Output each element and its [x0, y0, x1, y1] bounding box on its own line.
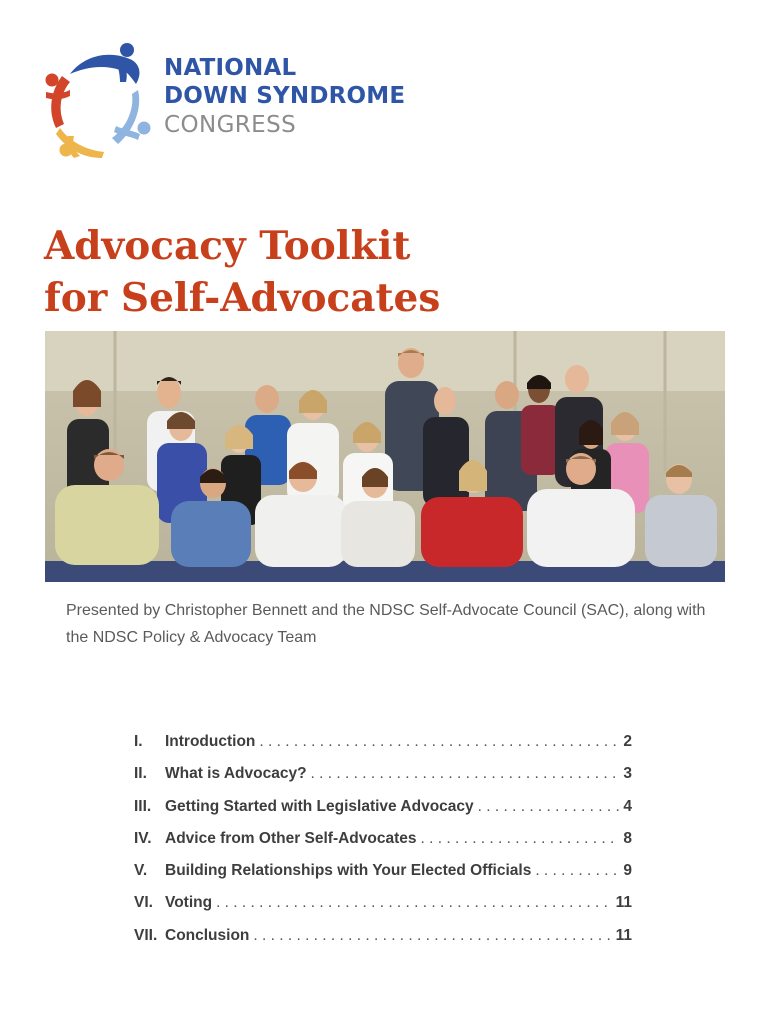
toc-leader-dots	[216, 894, 612, 912]
toc-number: I.	[134, 733, 143, 750]
toc-title: Voting	[165, 894, 213, 912]
toc-leader-dots	[253, 927, 611, 945]
toc-number: II.	[134, 765, 147, 783]
toc-page-number: 4	[623, 797, 632, 815]
toc-number: IV.	[134, 829, 152, 847]
toc-number: III.	[134, 797, 152, 815]
table-of-contents	[134, 733, 632, 959]
toc-leader-dots	[421, 830, 620, 848]
toc-page-number: 2	[623, 733, 632, 750]
toc-entry-advice[interactable]	[134, 830, 632, 862]
logo-line-national: NATIONAL	[164, 55, 297, 81]
title-line-1: Advocacy Toolkit	[44, 223, 411, 269]
toc-page-number: 9	[623, 862, 632, 880]
toc-entry-building-relationships[interactable]	[134, 862, 632, 894]
toc-title: Conclusion	[165, 926, 250, 944]
toc-title: Advice from Other Self-Advocates	[165, 829, 417, 847]
ndsc-logo	[40, 40, 440, 165]
toc-entry-introduction[interactable]	[134, 733, 632, 765]
toc-page-number: 11	[615, 926, 632, 944]
toc-leader-dots	[311, 765, 620, 783]
presented-by-text: Presented by Christopher Bennett and the NDSC Self-Advocate Council (SAC), along with the NDSC Policy & Advocacy Team	[66, 602, 706, 646]
logo-line-congress: CONGRESS	[164, 112, 297, 138]
toc-title: What is Advocacy?	[165, 765, 307, 783]
toc-entry-conclusion[interactable]	[134, 927, 632, 959]
figures-circle-logo-icon	[40, 40, 158, 160]
toc-title: Getting Started with Legislative Advocacy	[165, 797, 474, 815]
logo-wordmark	[164, 54, 405, 140]
toc-leader-dots	[259, 733, 619, 751]
toc-number: VI.	[134, 894, 153, 912]
toc-title: Introduction	[165, 733, 256, 750]
toc-leader-dots	[535, 862, 619, 880]
toc-page-number: 3	[623, 765, 632, 783]
group-photo-icon	[45, 331, 725, 582]
title-line-2: for Self-Advocates	[44, 275, 441, 321]
toc-leader-dots	[478, 798, 620, 816]
toc-page-number: 8	[623, 829, 632, 847]
toc-number: V.	[134, 862, 148, 880]
document-title	[44, 220, 440, 324]
toc-number: VII.	[134, 926, 158, 944]
toc-page-number: 11	[615, 894, 632, 912]
toc-entry-voting[interactable]	[134, 894, 632, 926]
logo-line-down-syndrome: DOWN SYNDROME	[164, 83, 406, 109]
toc-entry-getting-started[interactable]	[134, 798, 632, 830]
toc-entry-what-is-advocacy[interactable]	[134, 765, 632, 797]
toc-title: Building Relationships with Your Elected Officials	[165, 862, 532, 880]
